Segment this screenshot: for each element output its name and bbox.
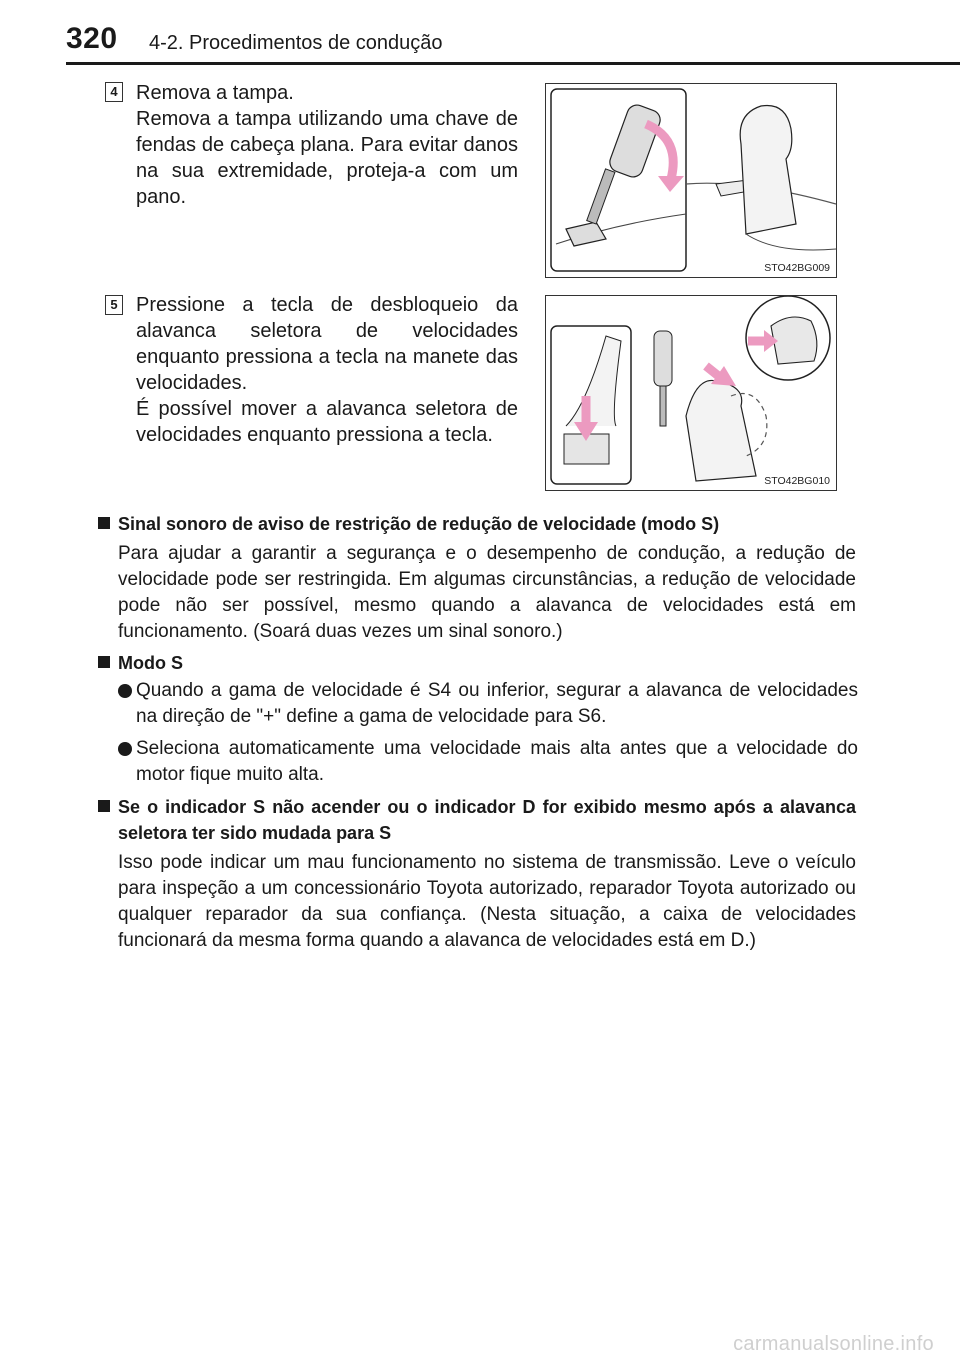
figure-code: STO42BG009 bbox=[764, 262, 830, 274]
square-bullet-icon bbox=[98, 800, 110, 812]
section-heading-text: Se o indicador S não acender ou o indicador D for exibido mesmo após a alavanca seletora ter sido mudada para S bbox=[118, 797, 856, 843]
header-rule bbox=[66, 62, 960, 65]
figure-code: STO42BG010 bbox=[764, 475, 830, 487]
figure-remove-cover bbox=[545, 83, 837, 278]
step-4-text bbox=[136, 80, 518, 210]
figure-unlock-lever bbox=[545, 295, 837, 491]
bullet-text: Seleciona automaticamente uma velocidade mais alta antes que a velocidade do motor fique muito alta. bbox=[136, 738, 858, 785]
bullet-item bbox=[118, 736, 858, 788]
square-bullet-icon bbox=[98, 517, 110, 529]
step-5-line-2: É possível mover a alavanca seletora de velocidades enquanto pressiona a tecla. bbox=[136, 398, 518, 446]
round-bullet-icon bbox=[118, 684, 132, 698]
step-5-text bbox=[136, 292, 518, 448]
round-bullet-icon bbox=[118, 742, 132, 756]
page-header bbox=[66, 22, 960, 58]
page-number: 320 bbox=[66, 22, 118, 55]
section-body-indicator-s: Isso pode indicar um mau funcionamento no sistema de transmissão. Leve o veículo para inspeção a um concessionário Toyota autorizado, reparador Toyota autorizado ou qualquer reparador da sua confiança. (Nesta situação, a caixa de velocidades funcionará da mesma forma quando a alavanca de velocidades está em D.) bbox=[118, 852, 856, 951]
step-number-5: 5 bbox=[105, 295, 123, 315]
section-heading-warning-buzzer bbox=[98, 511, 856, 537]
bullet-text: Quando a gama de velocidade é S4 ou inferior, segurar a alavanca de velocidades na direção de "+" define a gama de velocidade para S6. bbox=[136, 680, 858, 727]
section-heading-mode-s bbox=[98, 650, 856, 676]
bullet-item bbox=[118, 678, 858, 730]
step-5-line-1: Pressione a tecla de desbloqueio da alavanca seletora de velocidades enquanto pressiona a tecla na manete das velocidades. bbox=[136, 294, 518, 394]
section-body-warning-buzzer: Para ajudar a garantir a segurança e o desempenho de condução, a redução de velocidade pode ser restringida. Em algumas circunstâncias, a redução de velocidade pode não ser possível, mesmo quando a alavanca de velocidades está em funcionamento. (Soará duas vezes um sinal sonoro.) bbox=[118, 543, 856, 642]
square-bullet-icon bbox=[98, 656, 110, 668]
unlock-lever-illustration bbox=[546, 296, 836, 490]
step-number-4: 4 bbox=[105, 82, 123, 102]
section-heading-text: Sinal sonoro de aviso de restrição de redução de velocidade (modo S) bbox=[118, 514, 720, 534]
watermark: carmanualsonline.info bbox=[733, 1333, 934, 1355]
section-heading-text: Modo S bbox=[118, 653, 183, 673]
section-title: 4-2. Procedimentos de condução bbox=[149, 32, 443, 54]
step-4-line-1: Remova a tampa. bbox=[136, 82, 294, 104]
section-heading-indicator-s bbox=[98, 794, 856, 846]
step-4-line-2: Remova a tampa utilizando uma chave de fendas de cabeça plana. Para evitar danos na sua extremidade, proteja-a com um pano. bbox=[136, 108, 518, 208]
remove-cover-illustration bbox=[546, 84, 836, 277]
